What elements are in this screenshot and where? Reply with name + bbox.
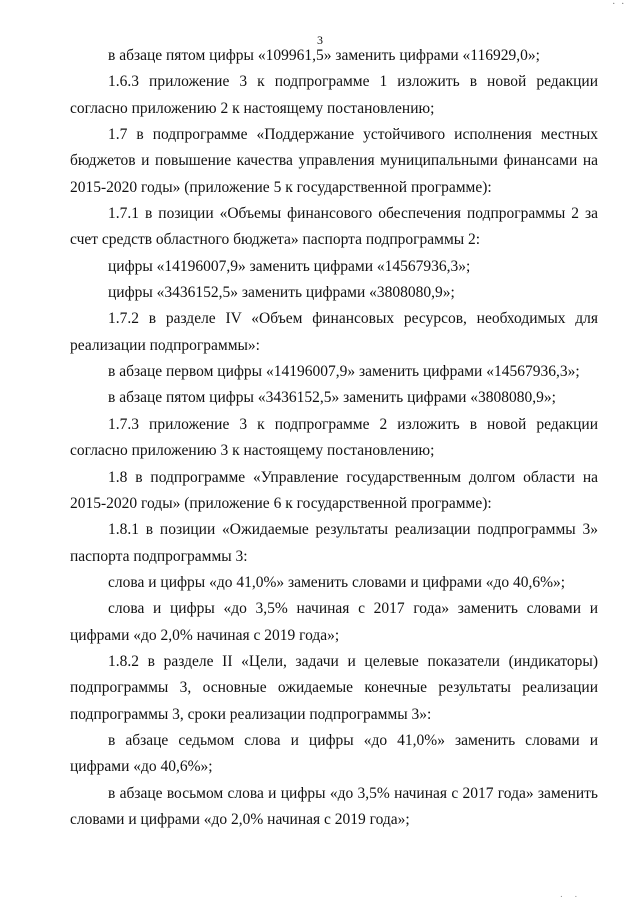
paragraph: в абзаце первом цифры «14196007,9» заменить цифрами «14567936,3»; xyxy=(108,363,580,381)
paragraph: слова и цифры «до 3,5% начиная с 2017 года» заменить словами и цифрами «до 2,0% начиная с 2019 года»; xyxy=(70,600,598,644)
paragraph: цифры «3436152,5» заменить цифрами «3808080,9»; xyxy=(108,284,455,302)
paragraph: в абзаце восьмом слова и цифры «до 3,5% начиная с 2017 года» заменить словами и цифрами «до 2,0% начиная с 2019 года»; xyxy=(70,784,598,828)
paragraph: 1.8.1 в позиции «Ожидаемые результаты реализации подпрограммы 3» паспорта подпрограммы 3: xyxy=(70,521,598,565)
document-body xyxy=(70,43,598,833)
paragraph: 1.7.2 в разделе IV «Объем финансовых ресурсов, необходимых для реализации подпрограммы»: xyxy=(70,310,598,354)
paragraph: 1.8 в подпрограмме «Управление государственным долгом области на 2015-2020 годы» (приложение 6 к государственной программе): xyxy=(70,468,598,512)
paragraph: 1.7.3 приложение 3 к подпрограмме 2 изложить в новой редакции согласно приложению 3 к настоящему постановлению; xyxy=(70,415,598,460)
paragraph: слова и цифры «до 41,0%» заменить словами и цифрами «до 40,6%»; xyxy=(108,573,566,591)
paragraph: 1.7.1 в позиции «Объемы финансового обеспечения подпрограммы 2 за счет средств областного бюджета» паспорта подпрограммы 2: xyxy=(70,205,598,249)
paragraph: в абзаце пятом цифры «3436152,5» заменить цифрами «3808080,9»; xyxy=(108,389,556,407)
bottom-mark: . . xyxy=(560,889,582,899)
paragraph: цифры «14196007,9» заменить цифрами «14567936,3»; xyxy=(108,257,471,275)
page-number: 3 xyxy=(317,33,323,47)
paragraph: 1.8.2 в разделе II «Цели, задачи и целевые показатели (индикаторы) подпрограммы 3, основные ожидаемые конечные результаты реализации подпрограммы 3, сроки реализации подпрограммы 3»: xyxy=(70,652,598,723)
paragraph: в абзаце пятом цифры «109961,5» заменить цифрами «116929,0»; xyxy=(108,47,540,64)
paragraph: 1.7 в подпрограмме «Поддержание устойчивого исполнения местных бюджетов и повышение качества управления муниципальными финансами на 2015-2020 годы» (приложение 5 к государственной программе): xyxy=(70,126,598,196)
paragraph: 1.6.3 приложение 3 к подпрограмме 1 изложить в новой редакции согласно приложению 2 к настоящему постановлению; xyxy=(70,73,598,117)
paragraph: в абзаце седьмом слова и цифры «до 41,0%» заменить словами и цифрами «до 40,6%»; xyxy=(70,731,598,776)
corner-mark: . . xyxy=(612,0,626,7)
